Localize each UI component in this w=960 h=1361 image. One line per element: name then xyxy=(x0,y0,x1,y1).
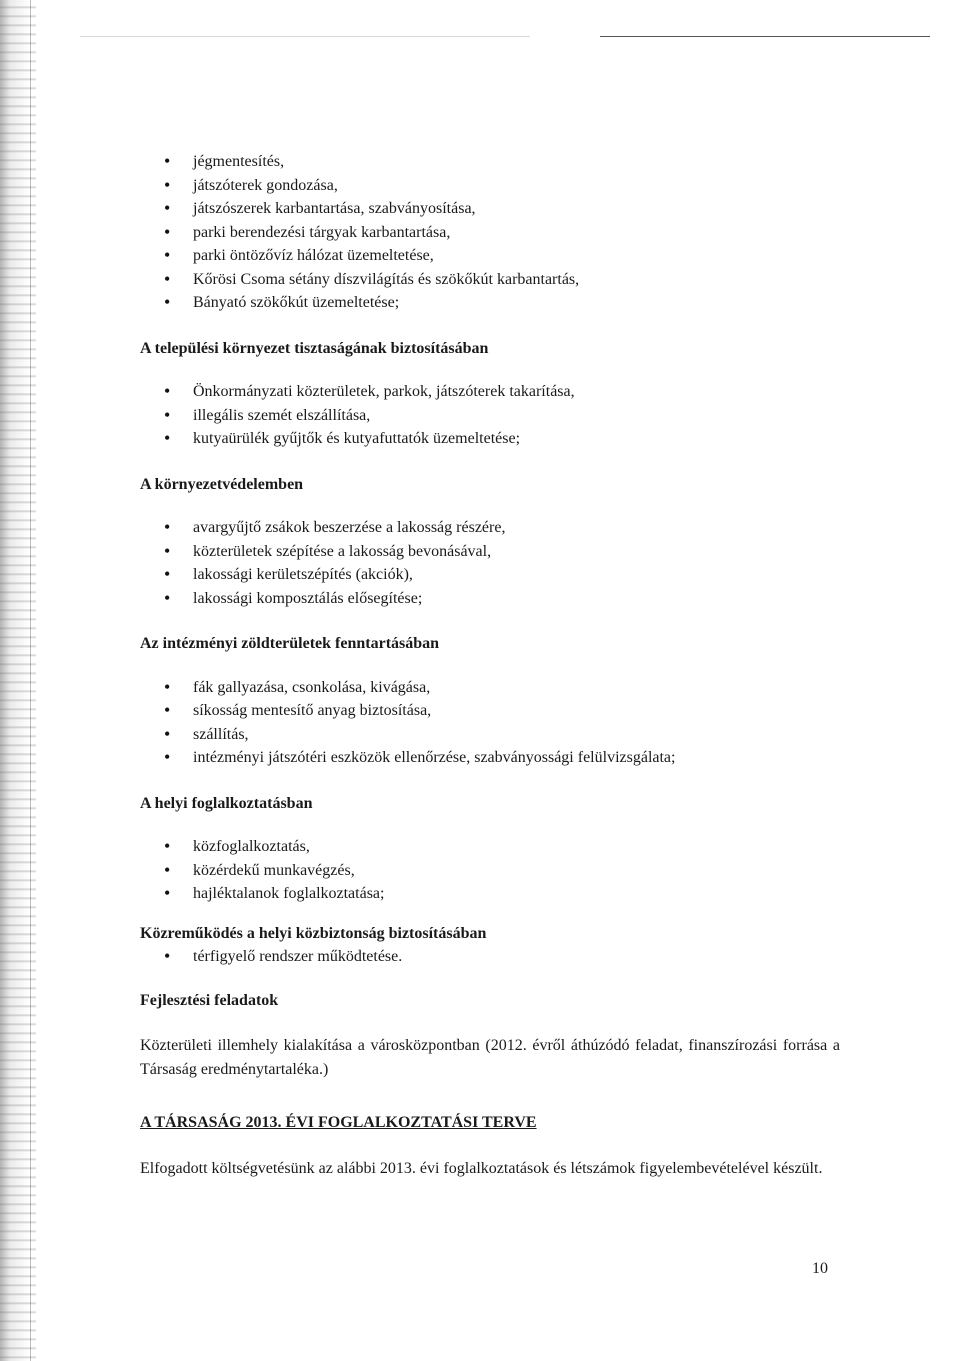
list-park-maintenance xyxy=(140,150,840,315)
list-item: • Kőrösi Csoma sétány díszvilágítás és szökőkút karbantartás, xyxy=(140,268,840,292)
section-title-green-areas: Az intézményi zöldterületek fenntartásában xyxy=(140,635,440,652)
list-item: • lakossági kerületszépítés (akciók), xyxy=(140,563,840,587)
list-item: • térfigyelő rendszer működtetése. xyxy=(140,945,840,969)
list-cleanliness xyxy=(140,380,840,451)
list-item: • szállítás, xyxy=(140,723,840,747)
list-item: • lakossági komposztálás elősegítése; xyxy=(140,587,840,611)
list-item: • jégmentesítés, xyxy=(140,150,840,174)
list-item: • Önkormányzati közterületek, parkok, játszóterek takarítása, xyxy=(140,380,840,404)
list-green-areas xyxy=(140,676,840,770)
list-item: • síkosság mentesítő anyag biztosítása, xyxy=(140,699,840,723)
list-item: • játszószerek karbantartása, szabványosítása, xyxy=(140,197,840,221)
list-item: • illegális szemét elszállítása, xyxy=(140,404,840,428)
list-item: • közérdekű munkavégzés, xyxy=(140,859,840,883)
list-item: • avargyűjtő zsákok beszerzése a lakosság részére, xyxy=(140,516,840,540)
list-item: • parki öntözővíz hálózat üzemeltetése, xyxy=(140,244,840,268)
list-item: • hajléktalanok foglalkoztatása; xyxy=(140,882,840,906)
page-number: 10 xyxy=(812,1260,828,1277)
list-environment xyxy=(140,516,840,610)
list-item: • intézményi játszótéri eszközök ellenőrzése, szabványossági felülvizsgálata; xyxy=(140,746,840,770)
list-item: • közterületek szépítése a lakosság bevonásával, xyxy=(140,540,840,564)
list-item: • kutyaürülék gyűjtők és kutyafuttatók üzemeltetése; xyxy=(140,427,840,451)
list-employment xyxy=(140,835,840,906)
section-title-employment: A helyi foglalkoztatásban xyxy=(140,794,313,812)
list-public-safety xyxy=(140,945,840,969)
section-title-development: Fejlesztési feladatok xyxy=(140,991,279,1009)
header-rule-faint xyxy=(80,36,530,37)
list-item: • parki berendezési tárgyak karbantartása, xyxy=(140,221,840,245)
section-title-environment: A környezetvédelemben xyxy=(140,475,304,493)
header-rule xyxy=(600,36,930,37)
paragraph-employment-plan: Elfogadott költségvetésünk az alábbi 2013. évi foglalkoztatások és létszámok figyelembevételével készült. xyxy=(140,1159,823,1177)
heading-employment-plan: A TÁRSASÁG 2013. ÉVI FOGLALKOZTATÁSI TERVE xyxy=(140,1114,537,1131)
scan-edge-line xyxy=(30,0,31,1361)
section-title-public-safety: Közreműködés a helyi közbiztonság biztosításában xyxy=(140,924,487,942)
paragraph-development: Közterületi illemhely kialakítása a városközpontban (2012. évről áthúzódó feladat, finanszírozási forrása a Társaság eredménytartaléka.) xyxy=(140,1037,840,1078)
list-item: • fák gallyazása, csonkolása, kivágása, xyxy=(140,676,840,700)
list-item: • játszóterek gondozása, xyxy=(140,174,840,198)
section-title-cleanliness: A települési környezet tisztaságának biztosításában xyxy=(140,339,489,357)
list-item: • Bányató szökőkút üzemeltetése; xyxy=(140,291,840,315)
list-item: • közfoglalkoztatás, xyxy=(140,835,840,859)
document-body xyxy=(140,150,840,1180)
